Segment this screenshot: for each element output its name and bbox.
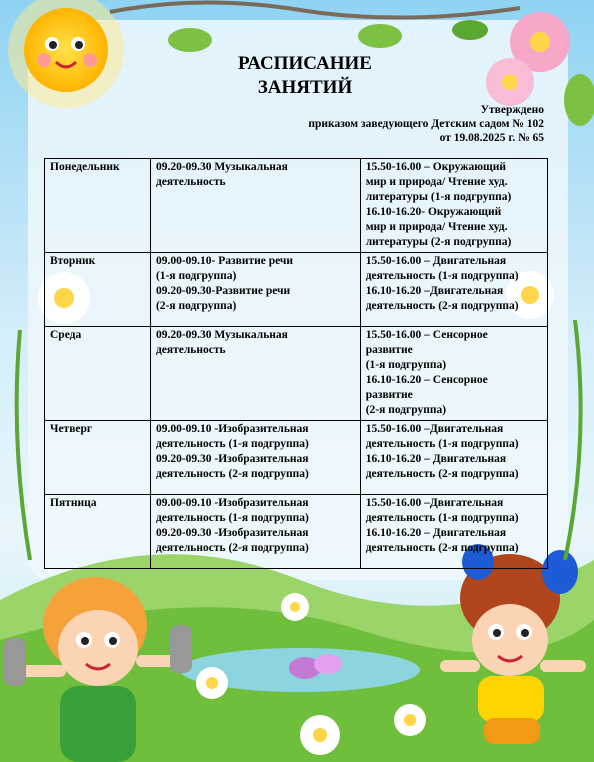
cell-line: мир и природа/ Чтение худ. <box>365 176 508 188</box>
approval-line: от 19.08.2025 г. № 65 <box>439 132 544 144</box>
cell-line: деятельность (1-я подгруппа) <box>365 512 519 524</box>
schedule-table <box>44 158 548 569</box>
cell-line: деятельность <box>155 344 226 356</box>
cell-line: 15.50-16.00 – Двигательная <box>365 255 507 267</box>
table-row <box>45 159 548 253</box>
cell-line: 16.10-16.20 – Сенсорное <box>365 374 488 386</box>
cell-line: 09.20-09.30 Музыкальная <box>155 329 288 341</box>
evening-cell <box>360 253 547 327</box>
cell-line: деятельность (1-я подгруппа) <box>155 512 309 524</box>
cell-line: развитие <box>365 389 413 401</box>
day-cell: Вторник <box>45 253 151 327</box>
approval-line: приказом заведующего Детским садом № 102 <box>308 118 544 130</box>
cell-line: 16.10-16.20 –Двигательная <box>365 285 504 297</box>
cell-line: деятельность (2-я подгруппа) <box>155 468 309 480</box>
evening-cell <box>360 327 547 421</box>
approval-line: Утверждено <box>480 104 544 116</box>
day-cell: Пятница <box>45 495 151 569</box>
cell-line: 09.00-09.10 -Изобразительная <box>155 497 309 509</box>
table-row <box>45 495 548 569</box>
morning-cell <box>150 159 360 253</box>
cell-line: деятельность (2-я подгруппа) <box>365 542 519 554</box>
cell-line: (2-я подгруппа) <box>155 300 237 312</box>
cell-line: 16.10-16.20- Окружающий <box>365 206 502 218</box>
cell-line: 16.10-16.20 – Двигательная <box>365 527 507 539</box>
morning-cell <box>150 253 360 327</box>
page-title <box>200 52 410 100</box>
cell-line: (1-я подгруппа) <box>155 270 237 282</box>
morning-cell <box>150 495 360 569</box>
cell-line: деятельность (2-я подгруппа) <box>155 542 309 554</box>
cell-line: деятельность (1-я подгруппа) <box>365 438 519 450</box>
evening-cell <box>360 495 547 569</box>
cell-line: деятельность (2-я подгруппа) <box>365 300 519 312</box>
approval-note <box>308 103 544 145</box>
cell-line: 15.50-16.00 – Сенсорное <box>365 329 488 341</box>
cell-line: 09.20-09.30 -Изобразительная <box>155 527 309 539</box>
cell-line: (2-я подгруппа) <box>365 404 447 416</box>
evening-cell <box>360 159 547 253</box>
morning-cell <box>150 421 360 495</box>
cell-line: 15.50-16.00 –Двигательная <box>365 423 504 435</box>
table-row <box>45 421 548 495</box>
cell-line: 15.50-16.00 – Окружающий <box>365 161 507 173</box>
cell-line: деятельность <box>155 176 226 188</box>
title-line: ЗАНЯТИЙ <box>257 77 353 98</box>
evening-cell <box>360 421 547 495</box>
morning-cell <box>150 327 360 421</box>
cell-line: мир и природа/ Чтение худ. <box>365 221 508 233</box>
cell-line: развитие <box>365 344 413 356</box>
table-row <box>45 327 548 421</box>
cell-line: 09.20-09.30-Развитие речи <box>155 285 291 297</box>
cell-line: литературы (2-я подгруппа) <box>365 236 512 248</box>
cell-line: литературы (1-я подгруппа) <box>365 191 512 203</box>
cell-line: 09.20-09.30 -Изобразительная <box>155 453 309 465</box>
cell-line: 09.20-09.30 Музыкальная <box>155 161 288 173</box>
cell-line: (1-я подгруппа) <box>365 359 447 371</box>
title-line: РАСПИСАНИЕ <box>238 53 372 74</box>
cell-line: 09.00-09.10 -Изобразительная <box>155 423 309 435</box>
day-cell: Четверг <box>45 421 151 495</box>
day-cell: Понедельник <box>45 159 151 253</box>
table-row <box>45 253 548 327</box>
cell-line: деятельность (2-я подгруппа) <box>365 468 519 480</box>
cell-line: 16.10-16.20 – Двигательная <box>365 453 507 465</box>
cell-line: деятельность (1-я подгруппа) <box>155 438 309 450</box>
cell-line: 09.00-09.10- Развитие речи <box>155 255 294 267</box>
cell-line: деятельность (1-я подгруппа) <box>365 270 519 282</box>
cell-line: 15.50-16.00 –Двигательная <box>365 497 504 509</box>
day-cell: Среда <box>45 327 151 421</box>
